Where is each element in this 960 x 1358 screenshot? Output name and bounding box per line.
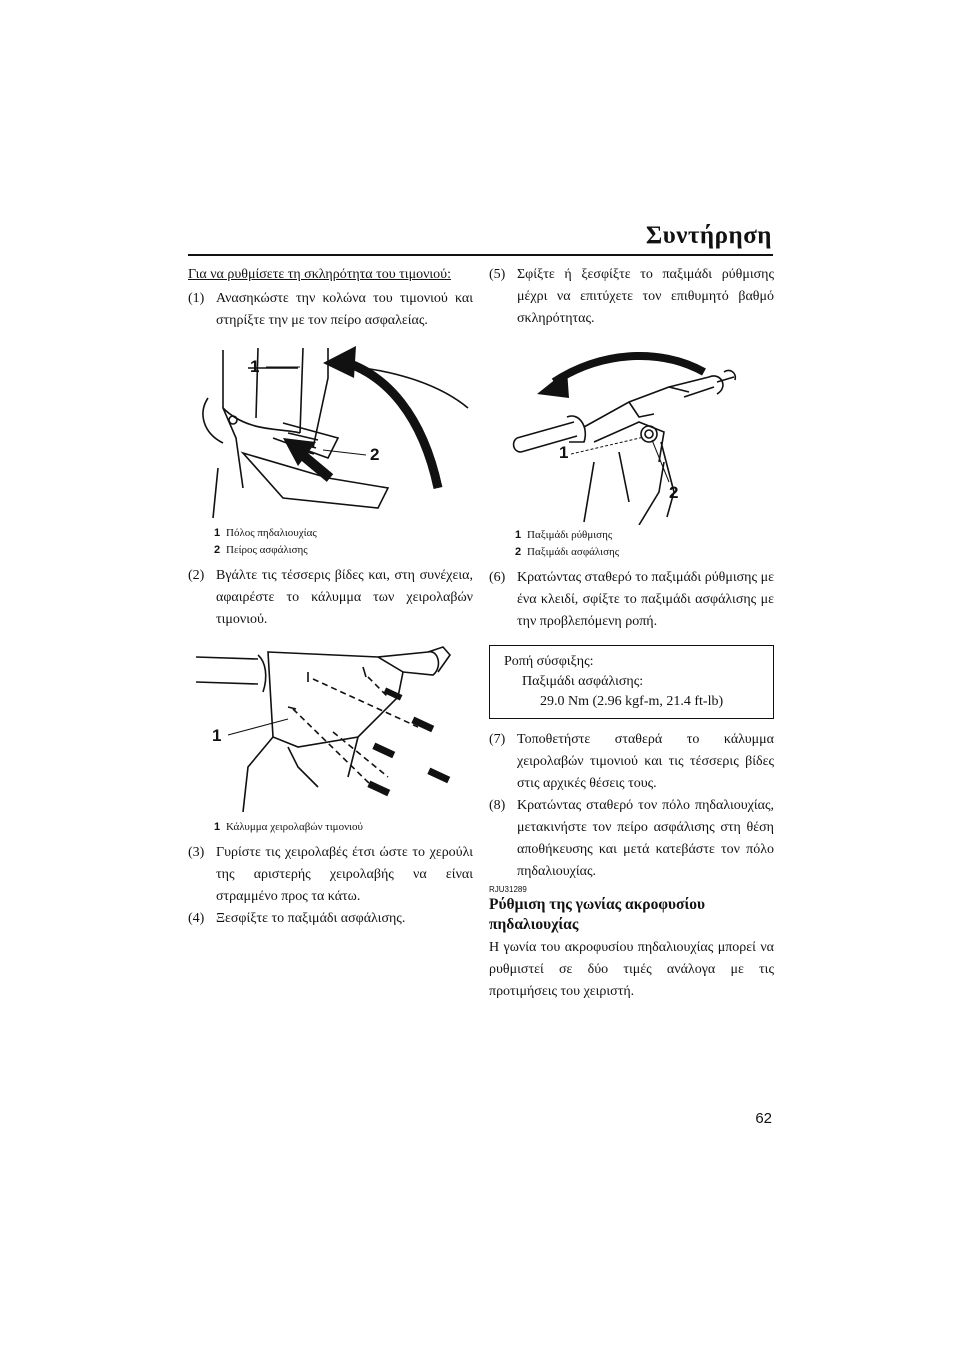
step-number: (2) bbox=[188, 568, 205, 583]
torque-label: Ροπή σύσφιξης: bbox=[504, 654, 594, 669]
step-number: (1) bbox=[188, 291, 205, 306]
figure-caption-1: 1 Κάλυμμα χειρολαβών τιμονιού bbox=[214, 821, 363, 833]
step-number: (5) bbox=[489, 267, 506, 282]
step-text: Τοποθετήστε σταθερά το κάλυμμα χειρολαβών τιμονιού και τις τέσσερις βίδες στις αρχικές θέσεις τους. bbox=[517, 732, 774, 791]
figure-adjusting-nut bbox=[489, 342, 774, 525]
step-2 bbox=[188, 565, 473, 631]
page-header-title: Συντήρηση bbox=[645, 222, 772, 249]
right-column bbox=[489, 264, 774, 1003]
step-text: Σφίξτε ή ξεσφίξτε το παξιμάδι ρύθμισης μέχρι να επιτύχετε τον επιθυμητό βαθμό σκληρότητας. bbox=[517, 267, 774, 326]
header-rule bbox=[188, 254, 773, 256]
section-paragraph: Η γωνία του ακροφυσίου πηδαλιουχίας μπορεί να ρυθμιστεί σε δύο τιμές ανάλογα με τις προτιμήσεις του χειριστή. bbox=[489, 940, 774, 999]
step-5 bbox=[489, 264, 774, 330]
adjusting-nut-illustration bbox=[489, 342, 774, 525]
subheading: Για να ρυθμίσετε τη σκληρότητα του τιμονιού: bbox=[188, 267, 451, 282]
step-text: Ξεσφίξτε το παξιμάδι ασφάλισης. bbox=[216, 911, 406, 926]
torque-spec-box bbox=[489, 645, 774, 719]
callout-1: 1 bbox=[250, 357, 260, 376]
step-4 bbox=[188, 908, 473, 930]
step-text: Γυρίστε τις χειρολαβές έτσι ώστε το χερούλι της αριστερής χειρολαβής να είναι στραμμένο προς τα κάτω. bbox=[216, 845, 473, 904]
step-1 bbox=[188, 288, 473, 332]
step-text: Κρατώντας σταθερό τον πόλο πηδαλιουχίας, μετακινήστε τον πείρο ασφάλισης στη θέση αποθήκευσης και μετά κατεβάστε τον πόλο πηδαλιουχίας. bbox=[517, 798, 774, 879]
step-7 bbox=[489, 729, 774, 795]
steering-pole-illustration bbox=[188, 338, 473, 523]
figure-caption-2: 2 Παξιμάδι ασφάλισης bbox=[515, 546, 620, 558]
step-number: (6) bbox=[489, 570, 506, 585]
step-text: Κρατώντας σταθερό το παξιμάδι ρύθμισης με ένα κλειδί, σφίξτε το παξιμάδι ασφάλισης με την προβλεπόμενη ροπή. bbox=[517, 570, 774, 629]
page-number: 62 bbox=[755, 1110, 772, 1127]
left-column bbox=[188, 264, 473, 930]
callout-2: 2 bbox=[370, 445, 380, 464]
figure-handlebar-cover bbox=[188, 637, 473, 817]
figure-caption-1: 1 Παξιμάδι ρύθμισης bbox=[515, 529, 613, 541]
callout-1: 1 bbox=[559, 443, 569, 462]
section-code: RJU31289 bbox=[489, 885, 527, 894]
step-number: (8) bbox=[489, 798, 506, 813]
step-number: (3) bbox=[188, 845, 205, 860]
step-number: (4) bbox=[188, 911, 205, 926]
figure-caption-1: 1 Πόλος πηδαλιουχίας bbox=[214, 527, 317, 539]
step-6 bbox=[489, 567, 774, 633]
handlebar-cover-illustration bbox=[188, 637, 473, 817]
torque-value: 29.0 Nm (2.96 kgf-m, 21.4 ft-lb) bbox=[540, 694, 724, 709]
figure-caption-2: 2 Πείρος ασφάλισης bbox=[214, 544, 308, 556]
callout-1: 1 bbox=[212, 726, 222, 745]
figure-steering-pole bbox=[188, 338, 473, 523]
step-number: (7) bbox=[489, 732, 506, 747]
section-title: Ρύθμιση της γωνίας ακροφυσίου πηδαλιουχίας bbox=[489, 896, 706, 933]
step-8 bbox=[489, 795, 774, 883]
step-3 bbox=[188, 842, 473, 908]
step-text: Ανασηκώστε την κολώνα του τιμονιού και στηρίξτε την με τον πείρο ασφαλείας. bbox=[216, 291, 473, 328]
callout-2: 2 bbox=[669, 483, 679, 502]
torque-item: Παξιμάδι ασφάλισης: bbox=[522, 674, 644, 689]
step-text: Βγάλτε τις τέσσερις βίδες και, στη συνέχεια, αφαιρέστε το κάλυμμα των χειρολαβών τιμονιού. bbox=[216, 568, 473, 627]
